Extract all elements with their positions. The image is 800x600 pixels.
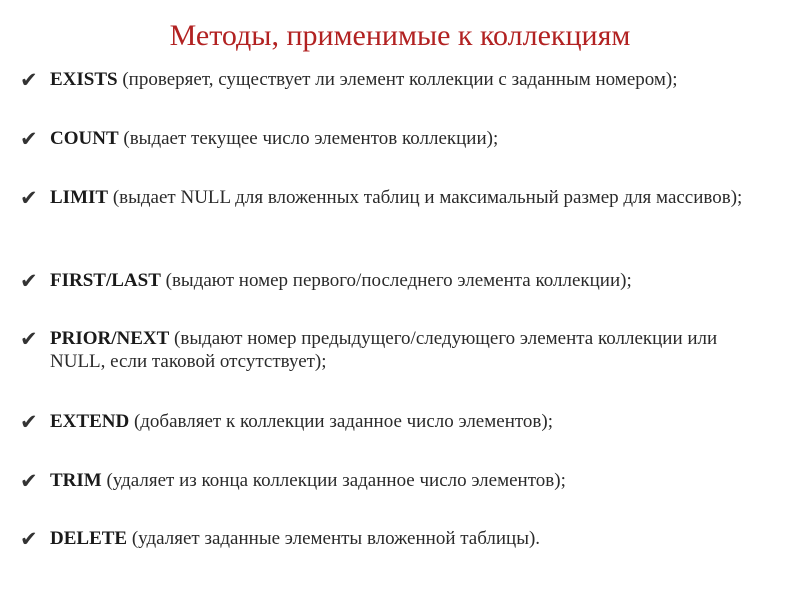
method-description: (проверяет, существует ли элемент коллекции с заданным номером);	[117, 69, 678, 90]
list-item	[20, 269, 770, 292]
list-item	[20, 186, 770, 209]
method-keyword: EXISTS	[50, 69, 118, 90]
list-item	[20, 327, 770, 373]
method-description: (удаляет из конца коллекции заданное число элементов);	[101, 470, 566, 491]
list-item	[20, 469, 770, 492]
item-text	[50, 327, 770, 373]
check-mark-icon: ✔	[20, 410, 38, 434]
method-keyword: PRIOR/NEXT	[50, 328, 170, 349]
check-mark-icon: ✔	[20, 68, 38, 92]
slide-title: Методы, применимые к коллекциям	[169, 19, 631, 52]
list-item	[20, 410, 770, 433]
check-mark-icon: ✔	[20, 527, 38, 551]
method-description: (выдает NULL для вложенных таблиц и максимальный размер для массивов);	[108, 187, 743, 208]
method-description: (добавляет к коллекции заданное число элементов);	[129, 411, 553, 432]
item-text	[50, 127, 770, 150]
item-text	[50, 68, 770, 91]
list-item	[20, 527, 770, 550]
check-mark-icon: ✔	[20, 327, 38, 351]
check-mark-icon: ✔	[20, 127, 38, 151]
method-keyword: FIRST/LAST	[50, 270, 161, 291]
check-mark-icon: ✔	[20, 269, 38, 293]
list-item	[20, 127, 770, 150]
item-text	[50, 410, 770, 433]
check-mark-icon: ✔	[20, 469, 38, 493]
item-text	[50, 527, 770, 550]
item-text	[50, 269, 770, 292]
list-item	[20, 68, 770, 91]
method-description: (выдают номер первого/последнего элемента коллекции);	[160, 270, 632, 291]
method-description: (удаляет заданные элементы вложенной таблицы).	[127, 528, 541, 549]
item-text	[50, 186, 770, 209]
method-keyword: COUNT	[50, 128, 119, 149]
method-description: (выдает текущее число элементов коллекции);	[118, 128, 499, 149]
method-keyword: TRIM	[50, 470, 102, 491]
check-mark-icon: ✔	[20, 186, 38, 210]
method-keyword: DELETE	[50, 528, 128, 549]
method-description: (выдают номер предыдущего/следующего элемента коллекции или NULL, если таковой отсутствует);	[50, 328, 718, 372]
method-keyword: LIMIT	[50, 187, 109, 208]
method-keyword: EXTEND	[50, 411, 130, 432]
item-text	[50, 469, 770, 492]
